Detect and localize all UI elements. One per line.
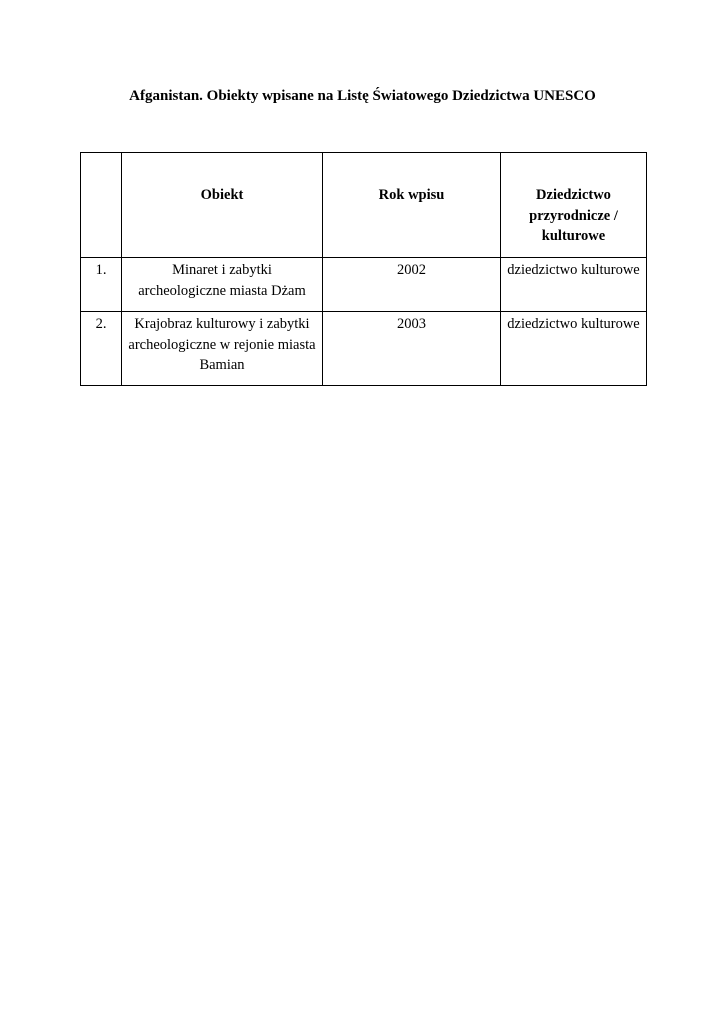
header-object: Obiekt [122,153,323,258]
header-heritage-type: Dziedzictwo przyrodnicze / kulturowe [501,153,647,258]
page-title: Afganistan. Obiekty wpisane na Listę Światowego Dziedzictwa UNESCO [129,88,596,104]
row-heritage-type: dziedzictwo kulturowe [501,312,647,386]
table-header-row [81,153,647,258]
header-number [81,153,122,258]
row-heritage-type: dziedzictwo kulturowe [501,258,647,312]
row-year: 2003 [323,312,501,386]
row-object: Minaret i zabytki archeologiczne miasta Dżam [122,258,323,312]
row-number: 1. [81,258,122,312]
header-year: Rok wpisu [323,153,501,258]
row-number: 2. [81,312,122,386]
heritage-sites-table [80,152,647,386]
table-row [81,258,647,312]
row-year: 2002 [323,258,501,312]
table-row [81,312,647,386]
row-object: Krajobraz kulturowy i zabytki archeologiczne w rejonie miasta Bamian [122,312,323,386]
